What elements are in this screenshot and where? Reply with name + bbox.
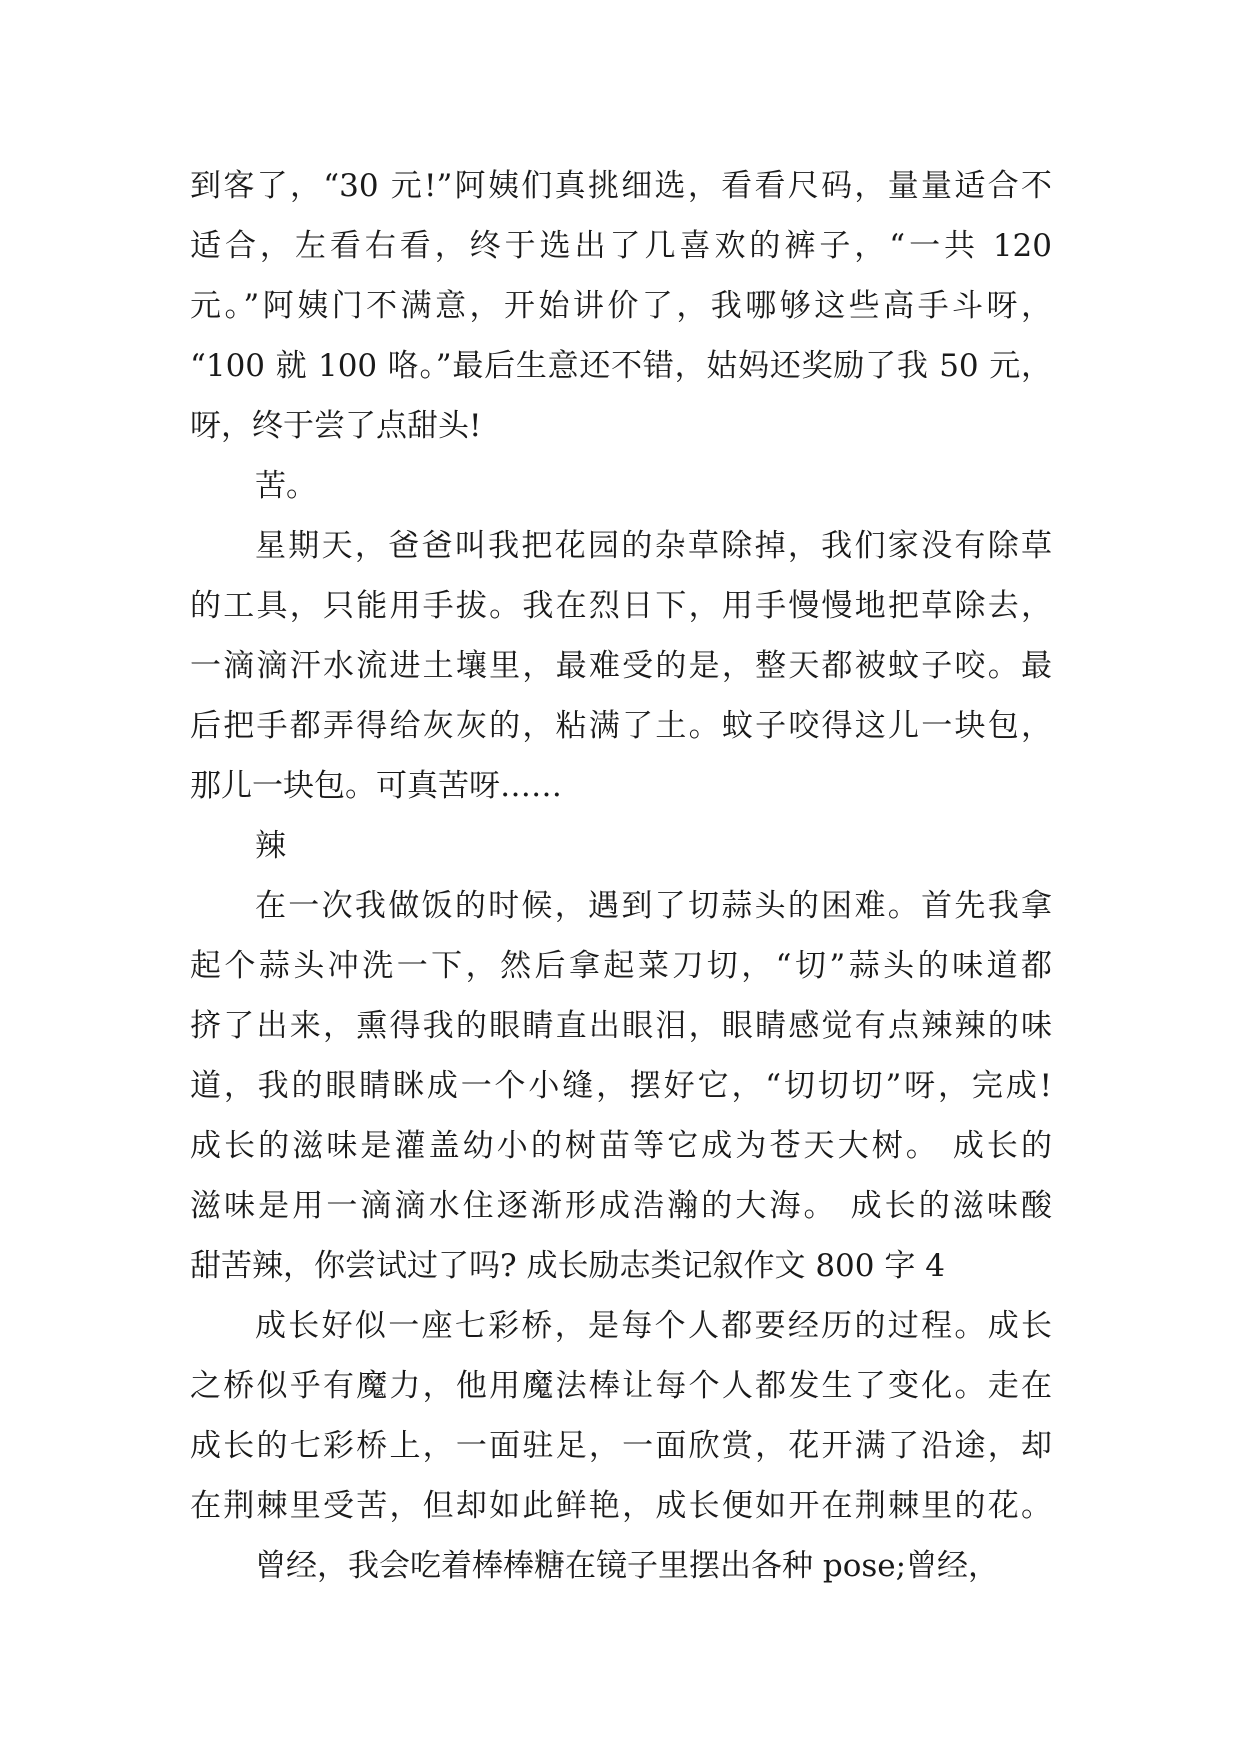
text-line: 成长的七彩桥上，一面驻足，一面欣赏，花开满了沿途，却 — [190, 1428, 1052, 1464]
text-line: 之桥似乎有魔力，他用魔法棒让每个人都发生了变化。走在 — [190, 1368, 1052, 1404]
document-body — [190, 156, 1052, 1596]
section-heading-bitter: 苦。 — [255, 468, 317, 504]
text-line: 成长的滋味是灌盖幼小的树苗等它成为苍天大树。 成长的 — [190, 1128, 1052, 1164]
text-line: 挤了出来，熏得我的眼睛直出眼泪，眼睛感觉有点辣辣的味 — [190, 1008, 1052, 1044]
text-line: “100 就 100 咯。”最后生意还不错，姑妈还奖励了我 50 元， — [190, 348, 1052, 384]
text-line: 在荆棘里受苦，但却如此鲜艳，成长便如开在荆棘里的花。 — [190, 1488, 1052, 1524]
text-line: 曾经，我会吃着棒棒糖在镜子里摆出各种 pose;曾经， — [255, 1548, 1000, 1584]
text-line: 滋味是用一滴滴水住逐渐形成浩瀚的大海。 成长的滋味酸 — [190, 1188, 1052, 1224]
section-heading-spicy: 辣 — [255, 828, 286, 864]
text-line: 那儿一块包。可真苦呀…… — [190, 768, 562, 804]
text-line: 后把手都弄得给灰灰的，粘满了土。蚊子咬得这儿一块包， — [190, 708, 1052, 744]
text-line: 一滴滴汗水流进土壤里，最难受的是，整天都被蚊子咬。最 — [190, 648, 1052, 684]
text-line: 呀，终于尝了点甜头! — [190, 408, 482, 444]
text-line: 适合，左看右看，终于选出了几喜欢的裤子，“一共 120 — [190, 228, 1052, 264]
text-line: 的工具，只能用手拔。我在烈日下，用手慢慢地把草除去， — [190, 588, 1052, 624]
text-line: 星期天，爸爸叫我把花园的杂草除掉，我们家没有除草 — [255, 528, 1052, 564]
text-line: 起个蒜头冲洗一下，然后拿起菜刀切，“切”蒜头的味道都 — [190, 948, 1052, 984]
text-line: 元。”阿姨门不满意，开始讲价了，我哪够这些高手斗呀， — [190, 288, 1052, 324]
text-line: 成长好似一座七彩桥，是每个人都要经历的过程。成长 — [255, 1308, 1052, 1344]
text-line: 甜苦辣，你尝试过了吗? 成长励志类记叙作文 800 字 4 — [190, 1248, 945, 1284]
text-line: 在一次我做饭的时候，遇到了切蒜头的困难。首先我拿 — [255, 888, 1052, 924]
text-line: 到客了，“30 元!”阿姨们真挑细选，看看尺码，量量适合不 — [190, 168, 1052, 204]
text-line: 道，我的眼睛眯成一个小缝，摆好它，“切切切”呀，完成! — [190, 1068, 1052, 1104]
